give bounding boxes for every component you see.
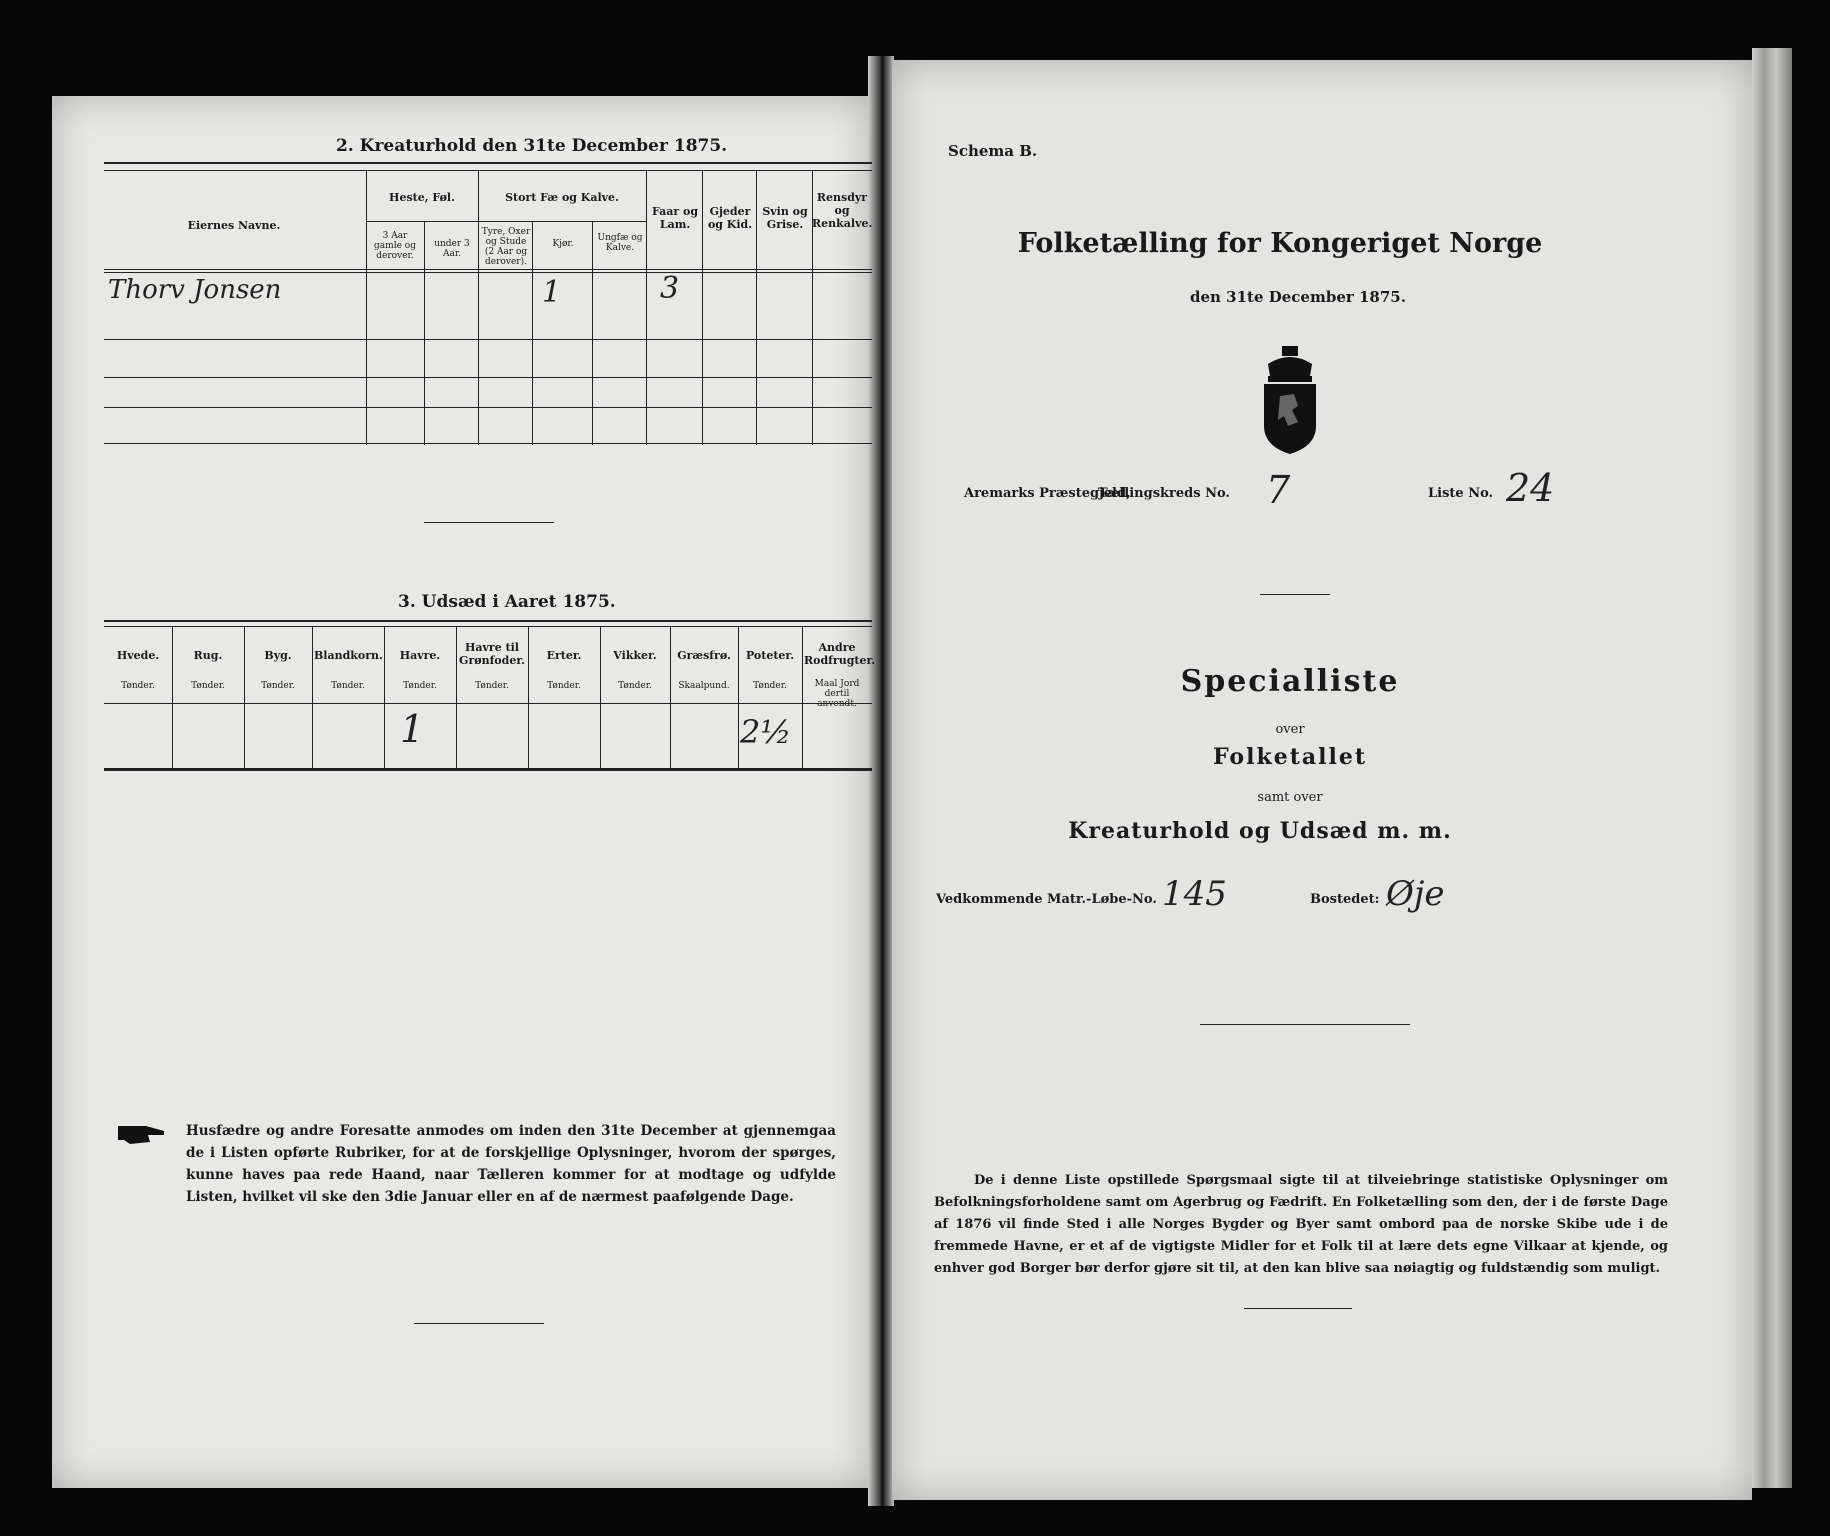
seed-col-name: Blandkorn. xyxy=(314,649,383,662)
bosted-handwritten: Øje xyxy=(1386,874,1445,914)
col-gjeder-header: Gjeder og Kid. xyxy=(707,205,753,231)
section3-top-rule xyxy=(104,620,872,622)
section2-top-rule xyxy=(104,162,872,164)
page-edges xyxy=(1752,48,1792,1488)
seed-col-name: Vikker. xyxy=(613,649,657,662)
right-divider-2 xyxy=(1200,1024,1410,1025)
seed-col-name: Græsfrø. xyxy=(677,649,731,662)
seed-col-unit: Tønder. xyxy=(121,681,155,691)
col-heste-3-header: 3 Aar gamle og derover. xyxy=(374,231,416,261)
havre-value-handwritten: 1 xyxy=(400,707,425,751)
seed-col-divider xyxy=(802,627,803,769)
faar-value-handwritten: 3 xyxy=(660,271,680,306)
poteter-value-handwritten: 2½ xyxy=(740,713,792,751)
seed-col-divider xyxy=(528,627,529,769)
seed-col-name: Rug. xyxy=(193,649,223,662)
right-divider-3 xyxy=(1244,1308,1352,1309)
section3-title: 3. Udsæd i Aaret 1875. xyxy=(398,592,616,612)
seed-col-unit: Tønder. xyxy=(753,681,787,691)
seed-table xyxy=(104,627,876,771)
col-svin-header: Svin og Grise. xyxy=(762,205,808,231)
seed-col-name: Poteter. xyxy=(745,649,795,662)
right-page xyxy=(892,60,1752,1500)
coat-of-arms-icon xyxy=(1258,346,1322,456)
specialliste-heading: Specialliste xyxy=(1180,664,1400,699)
seed-col-unit: Skaalpund. xyxy=(678,681,730,691)
intro-paragraph: De i denne Liste opstillede Spørgsmaal sigte til at tilveiebringe statistiske Oplysninger om Befolkningsforholdene samt om Agerbrug og Fædrift. En Folketælling som den, der i de første Dage af 1876 vil finde Sted i alle Norges Bygder og Byer samt ombord paa de norske Skibe ude i de fremmede Havne, er et af de vigtigste Midler for et Folk til at lære dets egne Vilkaar at kjende, og enhver god Borger bør derfor gjøre sit til, at den kan blive saa nøiagtig og fuldstændig som muligt. xyxy=(934,1173,1668,1276)
notice-text: Husfædre og andre Foresatte anmodes om inden den 31te December at gjennemgaa de i Listen opførte Rubriker, for at de forskjellige Oplysninger, hvorom der spørges, kunne haves paa rede Haand, naar Tælleren kommer for at modtage og udfylde Listen, hvilket vil ske den 3die Januar eller en af de nærmest paafølgende Dage. xyxy=(186,1123,836,1205)
seed-col-divider xyxy=(172,627,173,769)
seed-col-unit: Tønder. xyxy=(475,681,509,691)
seed-col-divider xyxy=(244,627,245,769)
seed-col-divider xyxy=(738,627,739,769)
seed-col-name: Byg. xyxy=(264,649,292,662)
seed-col-name: Hvede. xyxy=(116,649,160,662)
matr-label: Vedkommende Matr.-Løbe-No. xyxy=(936,892,1157,907)
col-tyre-header: Tyre, Oxer og Stude (2 Aar og derover). xyxy=(481,227,531,267)
over-text-1: over xyxy=(1275,722,1305,737)
seed-col-divider xyxy=(456,627,457,769)
seed-col-divider xyxy=(670,627,671,769)
divider-short xyxy=(424,522,554,523)
seed-col-name: Andre Rodfrugter. xyxy=(804,641,876,667)
seed-col-divider xyxy=(312,627,313,769)
col-kjor-header: Kjør. xyxy=(552,239,574,249)
livestock-table xyxy=(104,171,872,445)
document-title: Folketælling for Kongeriget Norge xyxy=(1017,228,1543,259)
col-ungfae-header: Ungfæ og Kalve. xyxy=(597,233,643,253)
seed-col-unit: Tønder. xyxy=(331,681,365,691)
samt-over-text: samt over xyxy=(1257,790,1323,805)
folketallet-heading: Folketallet xyxy=(1213,744,1367,770)
section2-title: 2. Kreaturhold den 31te December 1875. xyxy=(336,136,728,156)
seed-col-name: Havre. xyxy=(399,649,441,662)
seed-col-unit: Maal Jord dertil anvendt. xyxy=(814,679,860,709)
col-owner-header: Eiernes Navne. xyxy=(187,219,281,232)
group-stort-header: Stort Fæ og Kalve. xyxy=(505,191,619,204)
parish-label: Aremarks Præstegjeld, xyxy=(964,486,1131,501)
group-heste-header: Heste, Føl. xyxy=(389,191,455,204)
liste-number-handwritten: 24 xyxy=(1506,466,1555,510)
seed-col-name: Havre til Grønfoder. xyxy=(459,641,525,667)
kjor-value-handwritten: 1 xyxy=(542,275,562,310)
col-heste-u3-header: under 3 Aar. xyxy=(434,239,470,259)
document-date: den 31te December 1875. xyxy=(1190,288,1406,306)
pointing-hand-icon xyxy=(116,1122,168,1146)
bosted-label: Bostedet: xyxy=(1310,892,1380,907)
bottom-divider xyxy=(414,1323,544,1324)
seed-col-name: Erter. xyxy=(546,649,582,662)
seed-col-unit: Tønder. xyxy=(261,681,295,691)
kreaturhold-heading: Kreaturhold og Udsæd m. m. xyxy=(1068,818,1452,844)
seed-col-divider xyxy=(384,627,385,769)
seed-col-divider xyxy=(600,627,601,769)
matr-number-handwritten: 145 xyxy=(1162,874,1227,914)
col-rensdyr-header: Rensdyr og Renkalve. xyxy=(812,191,873,230)
owner-name-handwritten: Thorv Jonsen xyxy=(108,275,282,305)
right-divider-1 xyxy=(1260,594,1330,595)
liste-label: Liste No. xyxy=(1428,486,1494,501)
seed-col-unit: Tønder. xyxy=(547,681,581,691)
seed-col-unit: Tønder. xyxy=(618,681,652,691)
col-faar-header: Faar og Lam. xyxy=(651,205,699,231)
seed-col-unit: Tønder. xyxy=(191,681,225,691)
schema-label: Schema B. xyxy=(948,142,1038,160)
krets-label: Tællingskreds No. xyxy=(1098,486,1230,501)
seed-col-unit: Tønder. xyxy=(403,681,437,691)
krets-number-handwritten: 7 xyxy=(1266,468,1291,512)
